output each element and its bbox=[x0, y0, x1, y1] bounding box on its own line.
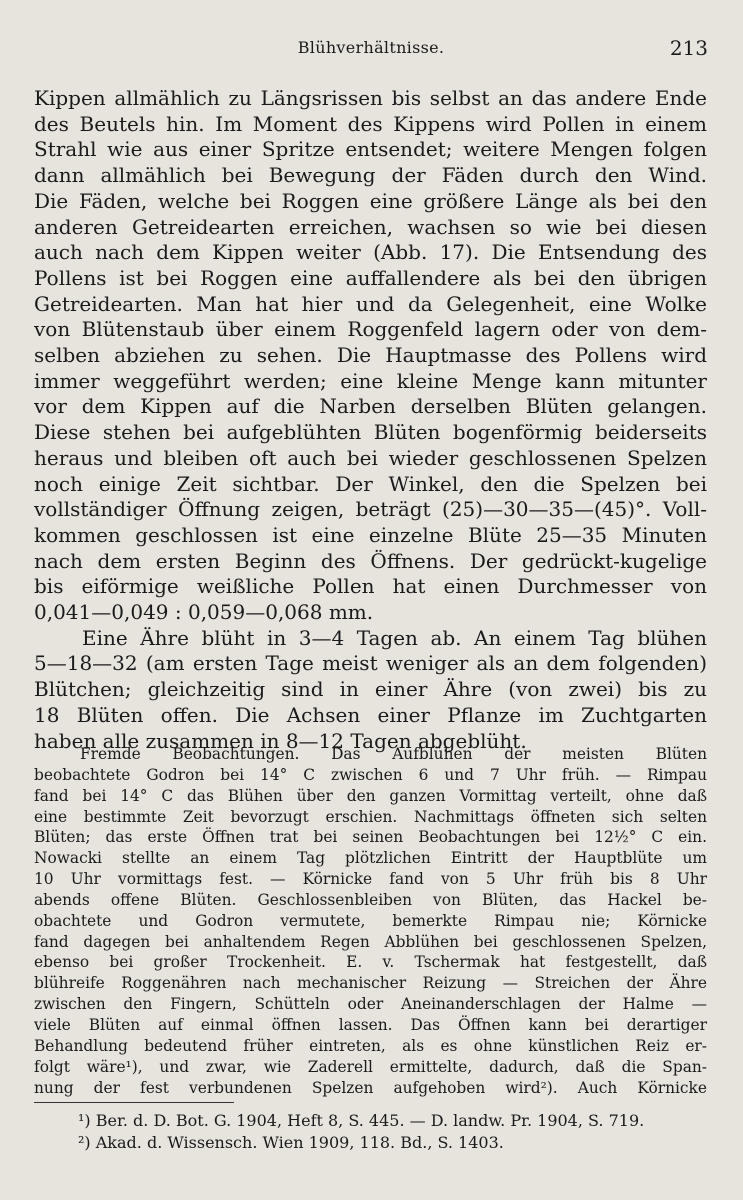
text-line: Die Fäden, welche bei Roggen eine größere Länge als bei den bbox=[34, 188, 707, 213]
text-line: haben alle zusammen in 8—12 Tagen abgeblüht. bbox=[34, 728, 527, 753]
note-line: 10 Uhr vormittags fest. — Körnicke fand von 5 Uhr früh bis 8 Uhr bbox=[34, 870, 707, 889]
running-title: Blühverhältnisse. bbox=[297, 38, 445, 57]
note-line: abends offene Blüten. Geschlossenbleiben von Blüten, das Hackel be- bbox=[34, 890, 707, 909]
text-line: Eine Ähre blüht in 3—4 Tagen ab. An einem Tag blühen bbox=[82, 625, 707, 650]
text-line: von Blütenstaub über einem Roggenfeld lagern oder von dem- bbox=[34, 317, 707, 342]
note-line: eine bestimmte Zeit bevorzugt erschien. Nachmittags öffneten sich selten bbox=[34, 807, 707, 826]
text-line: heraus und bleiben oft auch bei wieder geschlossenen Spelzen bbox=[34, 445, 707, 470]
text-line: vollständiger Öffnung zeigen, beträgt (25)—30—35—(45)°. Voll- bbox=[34, 497, 707, 522]
note-line: viele Blüten auf einmal öffnen lassen. Das Öffnen kann bei derartiger bbox=[34, 1015, 707, 1034]
note-line: ebenso bei großer Trockenheit. E. v. Tschermak hat festgestellt, daß bbox=[34, 953, 707, 972]
note-line: zwischen den Fingern, Schütteln oder Aneinanderschlagen der Halme — bbox=[34, 995, 707, 1014]
text-line: dann allmählich bei Bewegung der Fäden durch den Wind. bbox=[34, 163, 707, 188]
note-line: fand bei 14° C das Blühen über den ganzen Vormittag verteilt, ohne daß bbox=[34, 786, 707, 805]
text-line: kommen geschlossen ist eine einzelne Blüte 25—35 Minuten bbox=[34, 522, 707, 547]
main-text bbox=[34, 86, 707, 754]
text-line: des Beutels hin. Im Moment des Kippens wird Pollen in einem bbox=[34, 111, 707, 136]
text-line: Getreidearten. Man hat hier und da Gelegenheit, eine Wolke bbox=[34, 291, 707, 316]
footnotes bbox=[34, 1110, 707, 1154]
note-line: folgt wäre¹), und zwar, wie Zaderell ermittelte, dadurch, daß die Span- bbox=[34, 1057, 707, 1076]
text-line: Strahl wie aus einer Spritze entsendet; weitere Mengen folgen bbox=[34, 137, 707, 162]
text-line: Diese stehen bei aufgeblühten Blüten bogenförmig beiderseits bbox=[34, 420, 707, 445]
text-line: vor dem Kippen auf die Narben derselben Blüten gelangen. bbox=[34, 394, 707, 419]
note-line: Blüten; das erste Öffnen trat bei seinen Beobachtungen bei 12½° C ein. bbox=[34, 828, 707, 847]
text-line: 5—18—32 (am ersten Tage meist weniger als an dem folgenden) bbox=[34, 651, 707, 676]
note-line: Nowacki stellte an einem Tag plötzlichen Eintritt der Hauptblüte um bbox=[34, 849, 707, 868]
note-line: fand dagegen bei anhaltendem Regen Abblühen bei geschlossenen Spelzen, bbox=[34, 932, 707, 951]
page-header bbox=[34, 38, 708, 64]
text-line: selben abziehen zu sehen. Die Hauptmasse des Pollens wird bbox=[34, 343, 707, 368]
observations-note bbox=[34, 744, 707, 1098]
note-line: Fremde Beobachtungen. Das Aufblühen der meisten Blüten bbox=[80, 745, 707, 763]
text-line: noch einige Zeit sichtbar. Der Winkel, den die Spelzen bei bbox=[34, 471, 707, 496]
text-line: auch nach dem Kippen weiter (Abb. 17). Die Entsendung des bbox=[34, 240, 707, 265]
text-line: 0,041—0,049 : 0,059—0,068 mm. bbox=[34, 600, 374, 625]
note-line: nung der fest verbundenen Spelzen aufgehoben wird²). Auch Körnicke bbox=[34, 1078, 707, 1097]
text-line: 18 Blüten offen. Die Achsen einer Pflanze im Zuchtgarten bbox=[34, 702, 707, 727]
note-line: beobachtete Godron bei 14° C zwischen 6 und 7 Uhr früh. — Rimpau bbox=[34, 765, 707, 784]
footnote: ¹) Ber. d. D. Bot. G. 1904, Heft 8, S. 445. — D. landw. Pr. 1904, S. 719. bbox=[78, 1111, 645, 1130]
text-line: Pollens ist bei Roggen eine auffallendere als bei den übrigen bbox=[34, 265, 707, 290]
footnote-divider bbox=[34, 1102, 234, 1103]
text-line: bis eiförmige weißliche Pollen hat einen Durchmesser von bbox=[34, 574, 707, 599]
footnote: ²) Akad. d. Wissensch. Wien 1909, 118. Bd., S. 1403. bbox=[78, 1133, 504, 1152]
note-line: obachtete und Godron vermutete, bemerkte Rimpau nie; Körnicke bbox=[34, 911, 707, 930]
text-line: Kippen allmählich zu Längsrissen bis selbst an das andere Ende bbox=[34, 86, 707, 110]
text-line: nach dem ersten Beginn des Öffnens. Der gedrückt-kugelige bbox=[34, 548, 707, 573]
text-line: Blütchen; gleichzeitig sind in einer Ähre (von zwei) bis zu bbox=[34, 677, 707, 702]
text-line: immer weggeführt werden; eine kleine Menge kann mitunter bbox=[34, 368, 707, 393]
note-line: blühreife Roggenähren nach mechanischer Reizung — Streichen der Ähre bbox=[34, 974, 707, 993]
page-number: 213 bbox=[669, 36, 708, 60]
text-line: anderen Getreidearten erreichen, wachsen so wie bei diesen bbox=[34, 214, 707, 239]
note-line: Behandlung bedeutend früher eintreten, als es ohne künstlichen Reiz er- bbox=[34, 1036, 707, 1055]
